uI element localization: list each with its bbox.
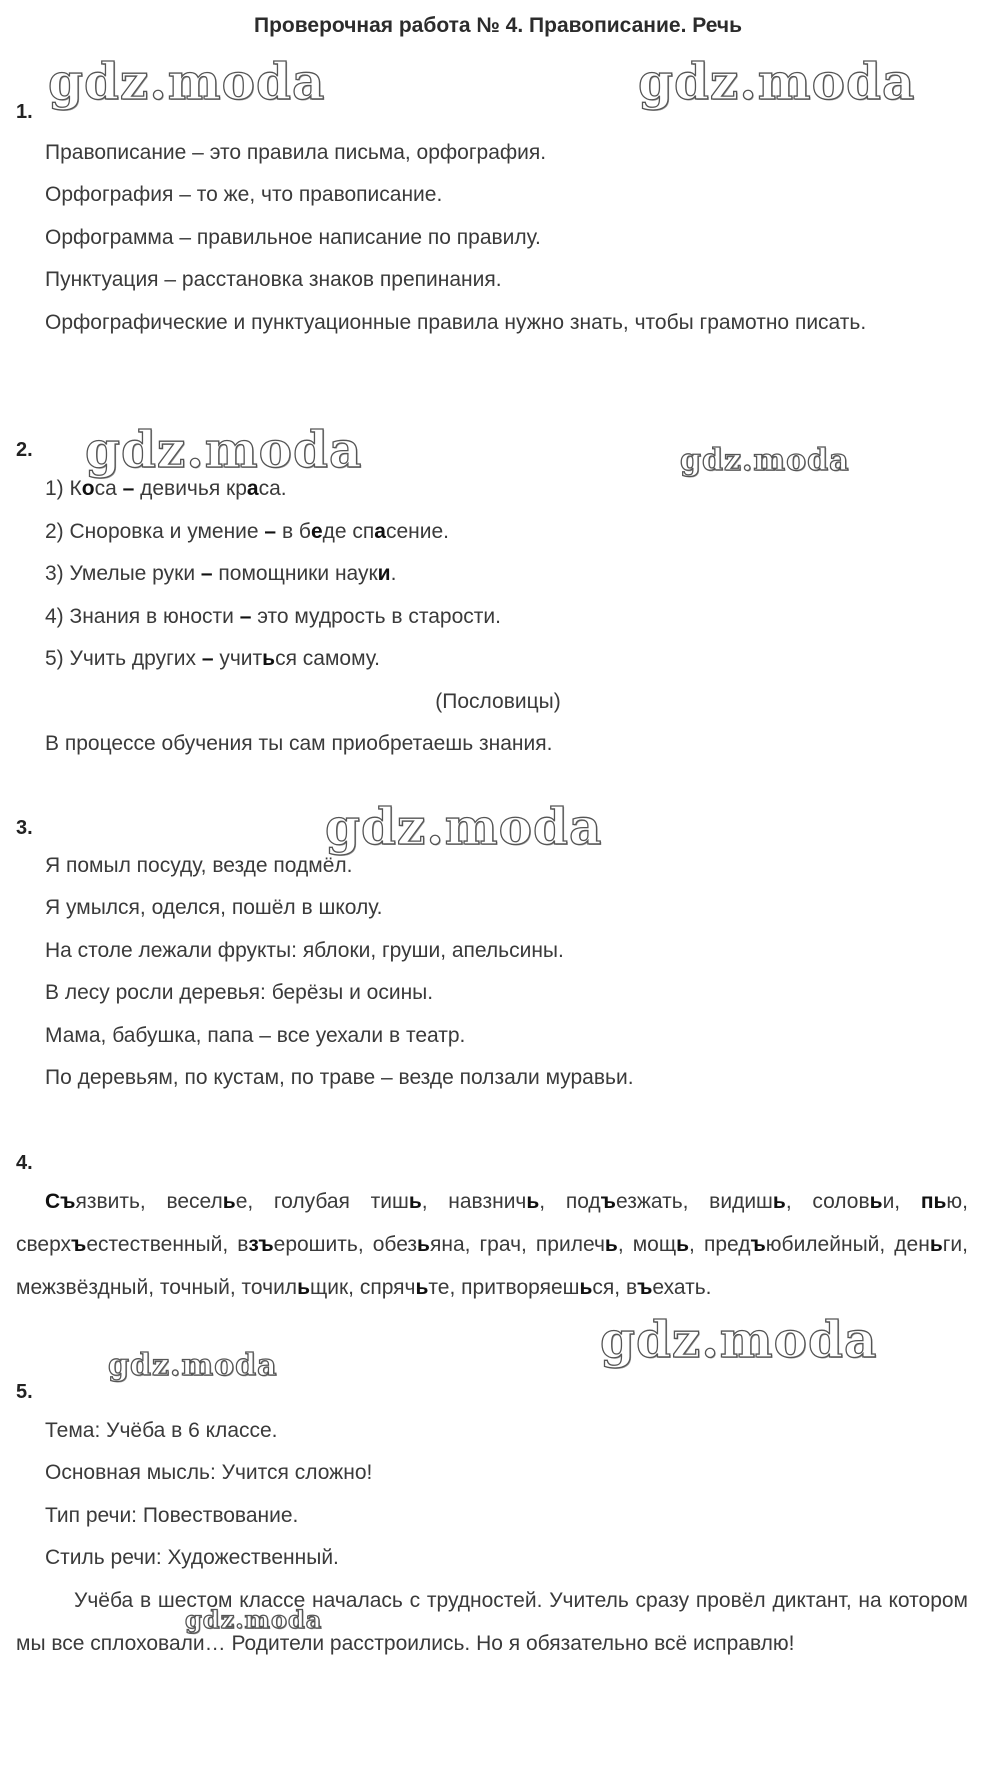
paragraph-text: Учёба в шестом классе началась с трудностей. Учитель сразу провёл диктант, на котором мы все сплоховали… Родители расстроились. Но я обязательно всё исправлю! [16, 1589, 968, 1655]
proverb-line: 5) Учить других – учиться самому. [45, 647, 380, 670]
sentence-line: По деревьям, по кустам, по траве – везде ползали муравьи. [45, 1066, 634, 1089]
task-4-words: Съязвить, веселье, голубая тишь, навзничь, подъезжать, видишь, соловьи, пью, сверхъестественный, взъерошить, обезьяна, грач, прилечь, мощь, предъюбилейный, деньги, межзвёздный, точный, точильщик, спрячьте, притворяешься, въехать. [16, 1190, 969, 1299]
paragraph-text: Орфографические и пунктуационные правила нужно знать, чтобы грамотно писать. [45, 311, 867, 334]
watermark-logo: gdz.moda [185, 1605, 323, 1634]
sentence-line: В лесу росли деревья: берёзы и осины. [45, 981, 434, 1004]
sentence-line: Я помыл посуду, везде подмёл. [45, 854, 353, 877]
task-number: 3. [16, 817, 33, 839]
text-analysis-line: Стиль речи: Художественный. [45, 1546, 339, 1569]
sentence-line: Я умылся, оделся, пошёл в школу. [45, 896, 383, 919]
watermark-logo: gdz.moda [680, 443, 850, 478]
watermark-logo: gdz.moda [638, 52, 916, 111]
task-1-paragraph [16, 301, 968, 344]
watermark-logo: gdz.moda [108, 1348, 278, 1383]
proverb-line: 3) Умелые руки – помощники науки. [45, 562, 397, 585]
text-analysis-line: Тема: Учёба в 6 классе. [45, 1419, 278, 1442]
task-number: 5. [16, 1381, 33, 1403]
proverb-line: 4) Знания в юности – это мудрость в старости. [45, 605, 501, 628]
watermark-logo: gdz.moda [325, 797, 603, 856]
proverb-line: 2) Сноровка и умение – в беде спасение. [45, 520, 450, 543]
watermark-logo: gdz.moda [85, 420, 363, 479]
sentence-line: На столе лежали фрукты: яблоки, груши, апельсины. [45, 939, 564, 962]
watermark-logo: gdz.moda [600, 1310, 878, 1369]
watermark-logo: gdz.moda [48, 52, 326, 111]
text-analysis-line: Тип речи: Повествование. [45, 1504, 299, 1527]
definition-line: Правописание – это правила письма, орфография. [45, 141, 547, 164]
definition-line: Орфография – то же, что правописание. [45, 183, 443, 206]
task-5-paragraph [16, 1579, 968, 1665]
proverbs-source: (Пословицы) [435, 690, 561, 713]
task-number: 4. [16, 1152, 33, 1174]
text-analysis-line: Основная мысль: Учится сложно! [45, 1461, 373, 1484]
page-title: Проверочная работа № 4. Правописание. Речь [254, 14, 742, 37]
sentence-line: Мама, бабушка, папа – все уехали в театр. [45, 1024, 466, 1047]
definition-line: Пунктуация – расстановка знаков препинания. [45, 268, 502, 291]
definition-line: Орфограмма – правильное написание по правилу. [45, 226, 541, 249]
task-number: 1. [16, 101, 33, 123]
task-number: 2. [16, 439, 33, 461]
task-2-conclusion: В процессе обучения ты сам приобретаешь знания. [45, 732, 553, 755]
proverb-line: 1) Коса – девичья краса. [45, 477, 287, 500]
